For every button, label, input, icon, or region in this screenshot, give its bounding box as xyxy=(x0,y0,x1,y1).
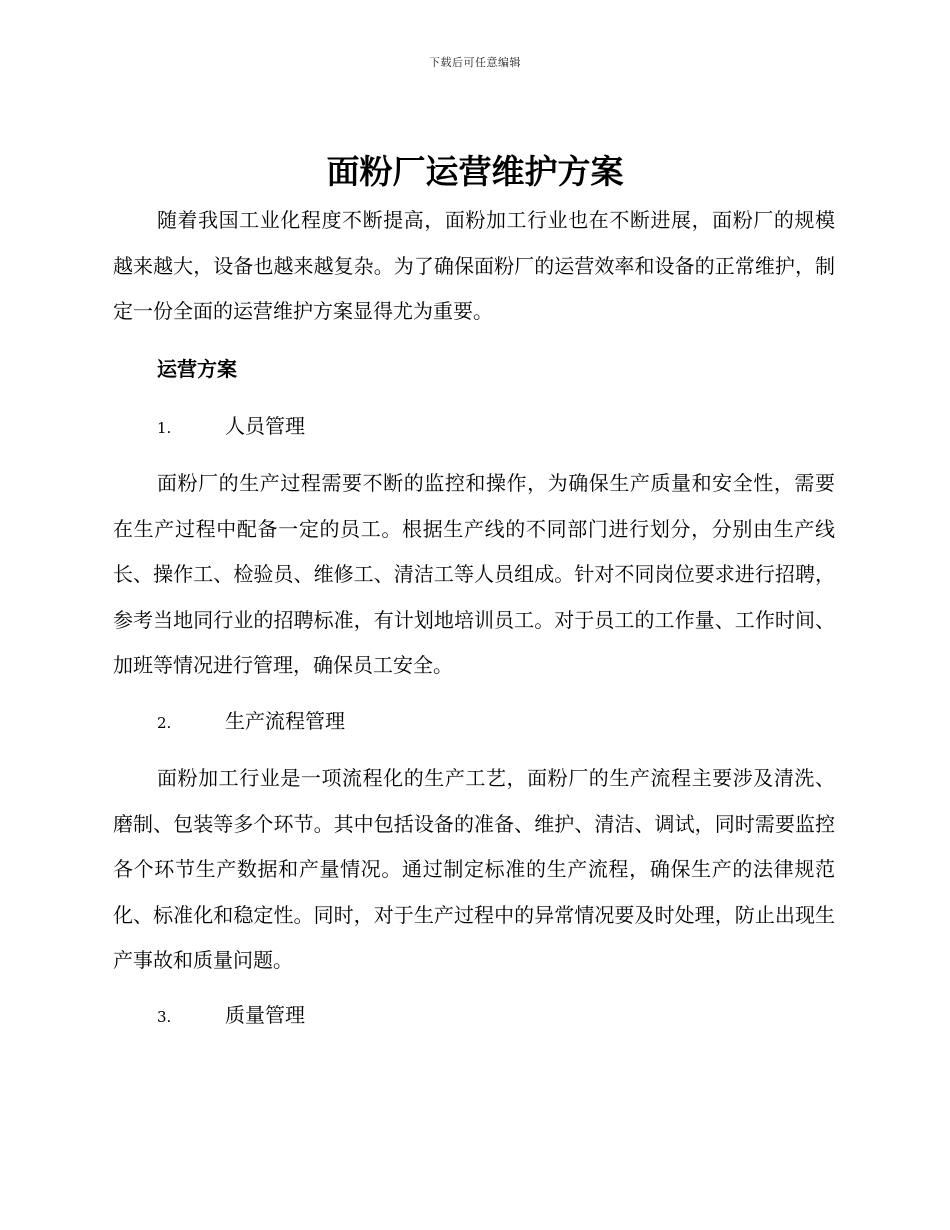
list-number: 1. xyxy=(157,419,172,437)
list-item-title: 质量管理 xyxy=(225,1003,305,1027)
personnel-paragraph: 面粉厂的生产过程需要不断的监控和操作，为确保生产质量和安全性，需要在生产过程中配备一定的员工。根据生产线的不同部门进行划分，分别由生产线长、操作工、检验员、维修工、清洁工等人员组成。针对不同岗位要求进行招聘，参考当地同行业的招聘标准，有计划地培训员工。对于员工的工作量、工作时间、加班等情况进行管理，确保员工安全。 xyxy=(113,471,835,677)
list-item-title: 人员管理 xyxy=(225,414,305,438)
header-note: 下载后可任意编辑 xyxy=(429,56,521,69)
list-item-personnel xyxy=(157,411,305,441)
list-item-production-flow xyxy=(157,706,345,736)
intro-paragraph: 随着我国工业化程度不断提高，面粉加工行业也在不断进展，面粉厂的规模越来越大，设备也越来越复杂。为了确保面粉厂的运营效率和设备的正常维护，制定一份全面的运营维护方案显得尤为重要。 xyxy=(113,208,835,323)
production-flow-paragraph: 面粉加工行业是一项流程化的生产工艺，面粉厂的生产流程主要涉及清洗、磨制、包装等多个环节。其中包括设备的准备、维护、清洁、调试，同时需要监控各个环节生产数据和产量情况。通过制定标准的生产流程，确保生产的法律规范化、标准化和稳定性。同时，对于生产过程中的异常情况要及时处理，防止出现生产事故和质量问题。 xyxy=(113,766,835,972)
document-title: 面粉厂运营维护方案 xyxy=(326,152,624,191)
section-heading-operations: 运营方案 xyxy=(157,357,237,381)
list-item-quality xyxy=(157,1000,305,1030)
list-number: 3. xyxy=(157,1008,172,1026)
list-item-title: 生产流程管理 xyxy=(225,709,345,733)
list-number: 2. xyxy=(157,714,172,732)
